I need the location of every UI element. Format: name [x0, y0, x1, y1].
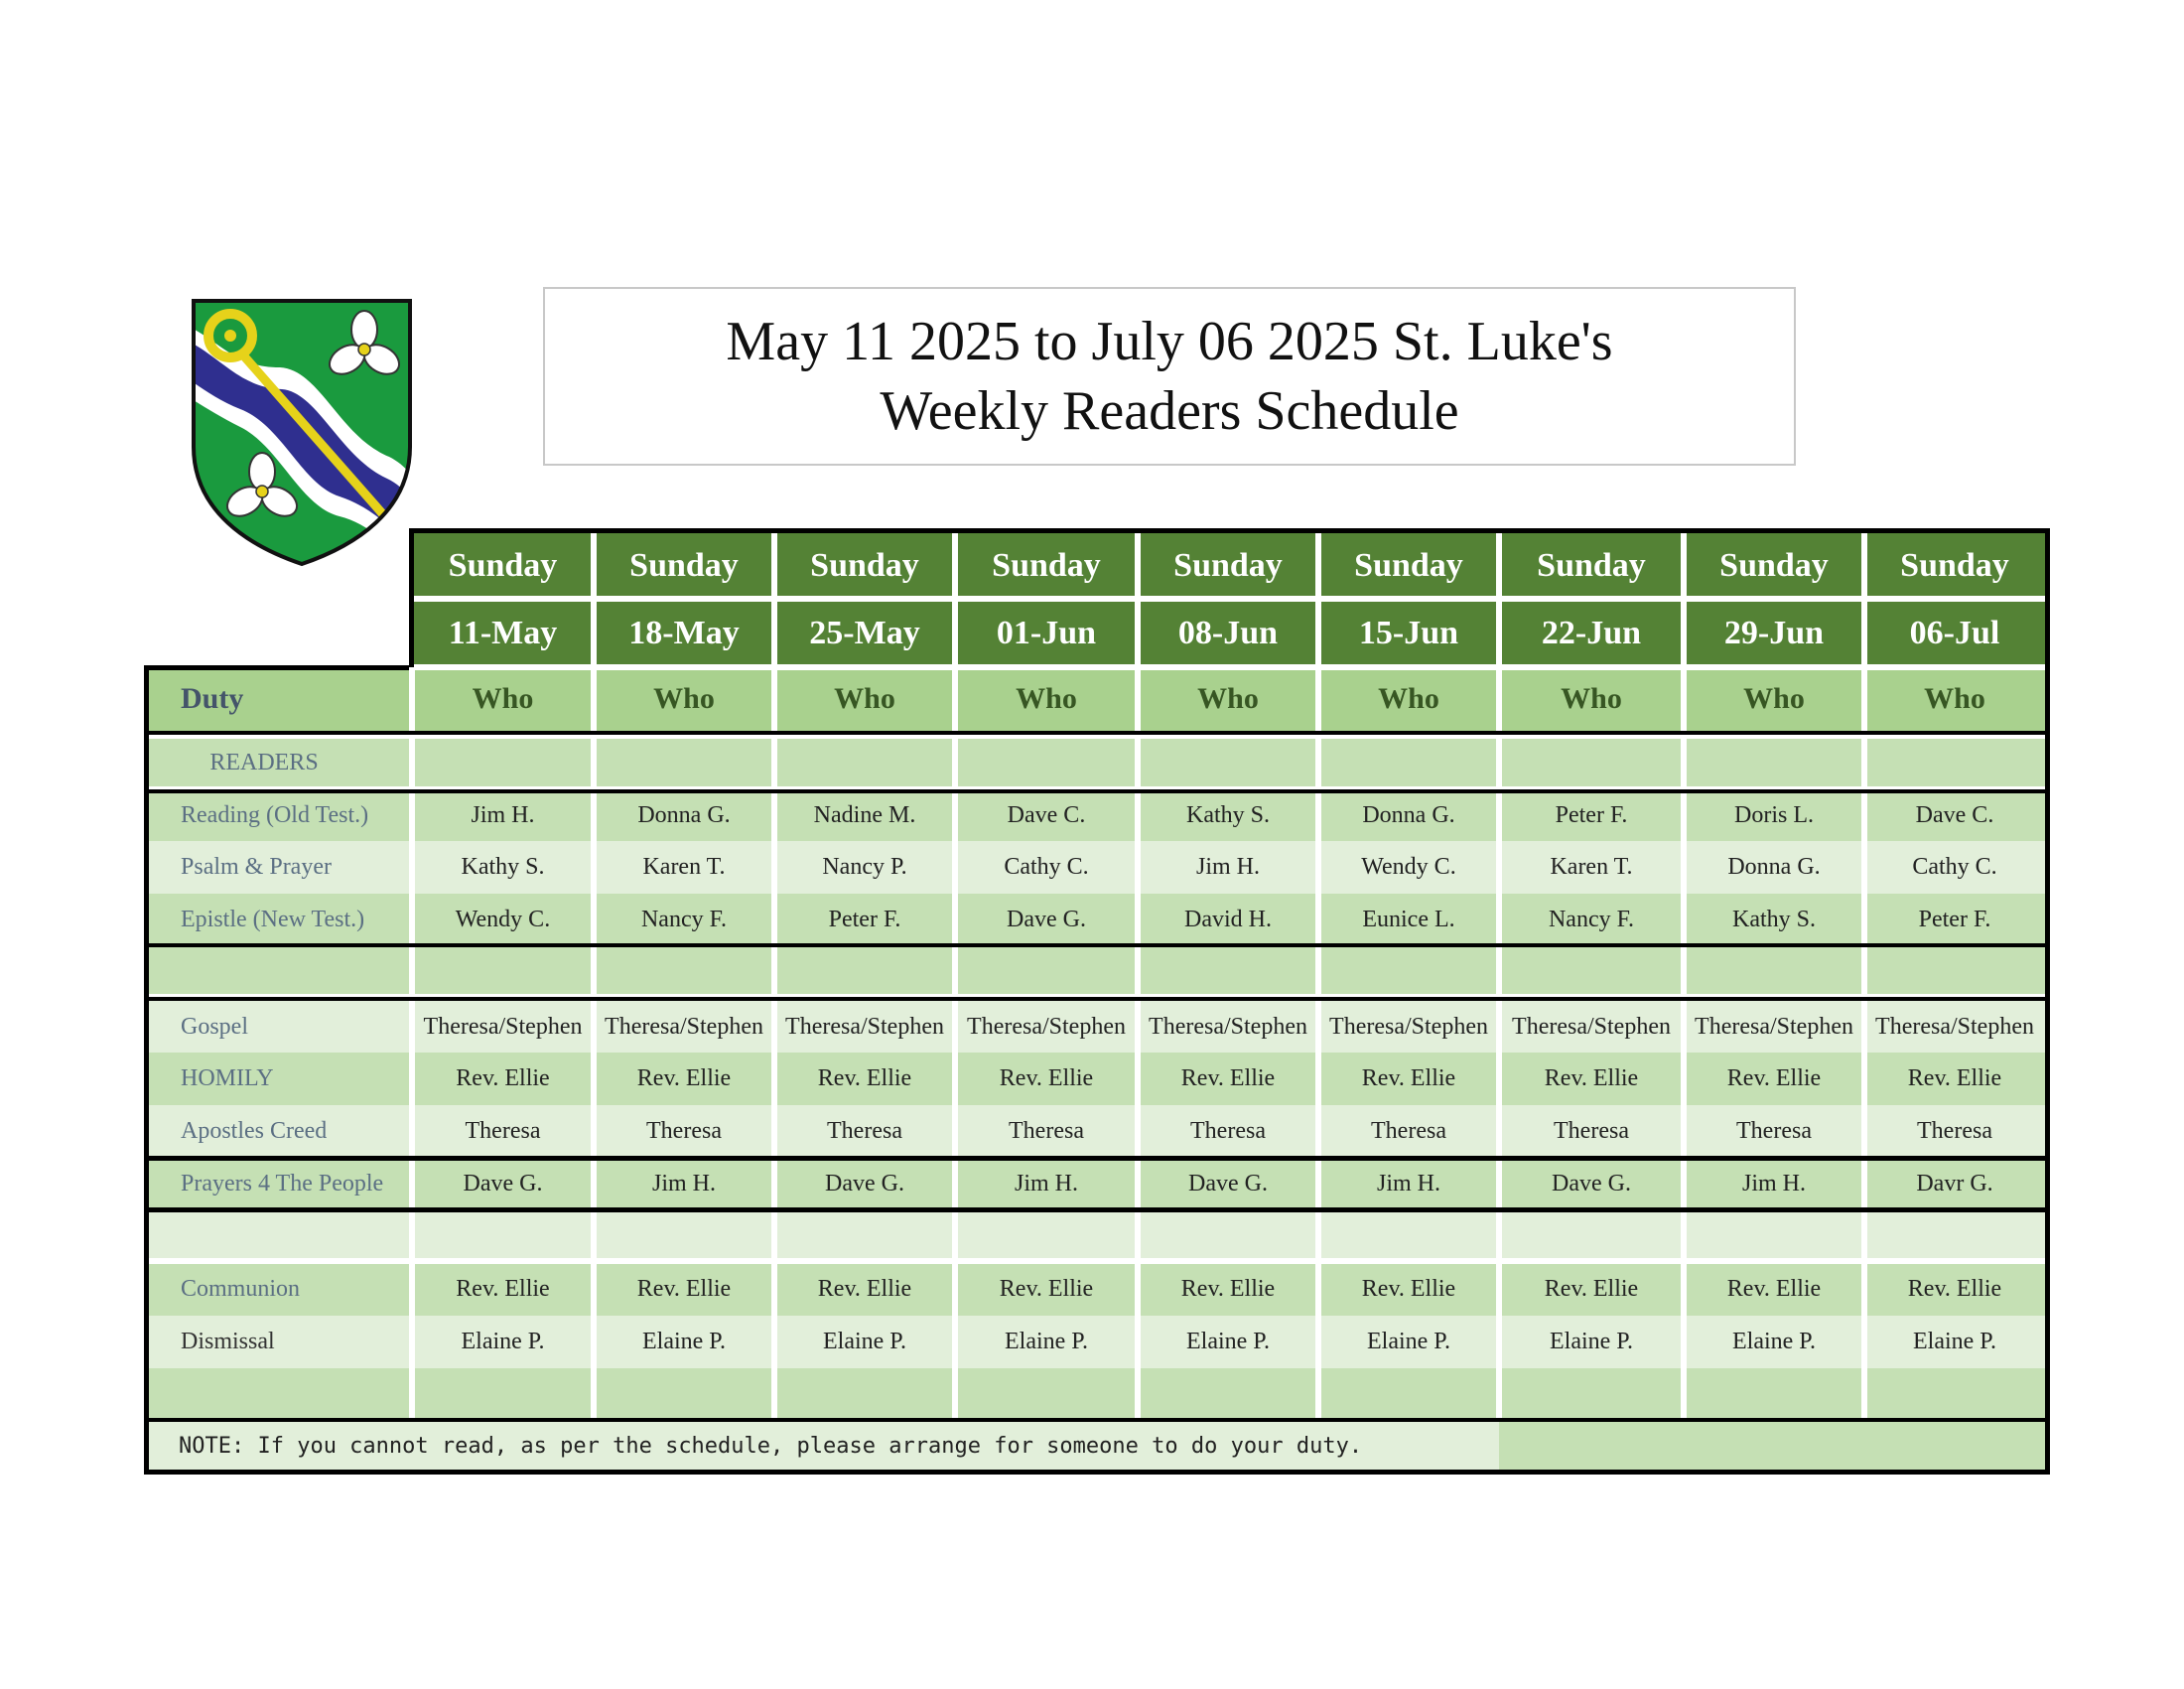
spacer-cell — [1138, 1211, 1318, 1263]
who-header: Who — [412, 667, 594, 731]
schedule-cell: Cathy C. — [955, 841, 1138, 894]
table-border — [144, 665, 149, 1472]
spacer-cell — [955, 946, 1138, 998]
date-header: 29-Jun — [1684, 599, 1864, 667]
schedule-cell: Cathy C. — [1864, 841, 2045, 894]
spacer-cell — [412, 1211, 594, 1263]
schedule-cell: Rev. Ellie — [1684, 1053, 1864, 1105]
date-header: 06-Jul — [1864, 599, 2045, 667]
schedule-cell: Elaine P. — [1499, 1316, 1684, 1368]
schedule-cell: Rev. Ellie — [1318, 1263, 1499, 1316]
schedule-cell: Theresa/Stephen — [774, 1001, 955, 1053]
schedule-cell: Wendy C. — [1318, 841, 1499, 894]
schedule-cell: Karen T. — [1499, 841, 1684, 894]
table-border — [409, 528, 2050, 533]
schedule-cell: Theresa — [1499, 1105, 1684, 1157]
schedule-cell: Dave G. — [955, 894, 1138, 946]
schedule-cell: Rev. Ellie — [1318, 1053, 1499, 1105]
spacer-cell — [1138, 1368, 1318, 1420]
day-header: Sunday — [594, 532, 774, 599]
day-header: Sunday — [412, 532, 594, 599]
schedule-cell: Theresa — [774, 1105, 955, 1157]
spacer-cell — [1684, 1368, 1864, 1420]
table-border — [409, 528, 414, 667]
schedule-cell: Theresa — [594, 1105, 774, 1157]
schedule-cell: Jim H. — [1138, 841, 1318, 894]
spacer-cell — [594, 1368, 774, 1420]
spacer-cell — [955, 739, 1138, 786]
schedule-cell: David H. — [1138, 894, 1318, 946]
spacer-cell — [1684, 946, 1864, 998]
spacer-cell — [1138, 739, 1318, 786]
spacer-cell — [1684, 739, 1864, 786]
schedule-cell: Kathy S. — [1138, 789, 1318, 841]
day-header: Sunday — [955, 532, 1138, 599]
schedule-cell: Theresa/Stephen — [1318, 1001, 1499, 1053]
row-label: Psalm & Prayer — [146, 841, 412, 894]
spacer-cell — [1318, 946, 1499, 998]
schedule-cell: Doris L. — [1684, 789, 1864, 841]
spacer-cell — [412, 1368, 594, 1420]
schedule-cell: Elaine P. — [1864, 1316, 2045, 1368]
date-header: 25-May — [774, 599, 955, 667]
table-border — [144, 665, 409, 670]
schedule-cell: Peter F. — [1864, 894, 2045, 946]
schedule-cell: Nancy F. — [594, 894, 774, 946]
schedule-cell: Dave G. — [774, 1157, 955, 1211]
spacer-cell — [412, 739, 594, 786]
spacer-cell — [1864, 946, 2045, 998]
spacer-cell — [1499, 946, 1684, 998]
schedule-cell: Rev. Ellie — [412, 1263, 594, 1316]
schedule-cell: Peter F. — [774, 894, 955, 946]
schedule-cell: Rev. Ellie — [594, 1263, 774, 1316]
table-border — [144, 1470, 2050, 1475]
note-row-tail — [1499, 1420, 1684, 1472]
row-divider — [146, 664, 2045, 670]
schedule-cell: Elaine P. — [1684, 1316, 1864, 1368]
schedule-cell: Rev. Ellie — [412, 1053, 594, 1105]
schedule-cell: Rev. Ellie — [594, 1053, 774, 1105]
table-border — [144, 1418, 2050, 1422]
spacer-label — [146, 1211, 412, 1263]
spacer-cell — [1499, 739, 1684, 786]
who-header: Who — [594, 667, 774, 731]
who-header: Who — [1684, 667, 1864, 731]
schedule-cell: Donna G. — [1684, 841, 1864, 894]
schedule-cell: Nancy F. — [1499, 894, 1684, 946]
schedule-cell: Jim H. — [594, 1157, 774, 1211]
schedule-cell: Donna G. — [594, 789, 774, 841]
spacer-cell — [1138, 946, 1318, 998]
schedule-cell: Theresa — [1864, 1105, 2045, 1157]
schedule-cell: Davr G. — [1864, 1157, 2045, 1211]
schedule-cell: Theresa/Stephen — [1864, 1001, 2045, 1053]
schedule-cell: Eunice L. — [1318, 894, 1499, 946]
spacer-cell — [774, 1211, 955, 1263]
spacer-cell — [1864, 1368, 2045, 1420]
schedule-cell: Nancy P. — [774, 841, 955, 894]
spacer-cell — [594, 1211, 774, 1263]
schedule-cell: Theresa — [412, 1105, 594, 1157]
schedule-cell: Dave G. — [412, 1157, 594, 1211]
date-header: 18-May — [594, 599, 774, 667]
schedule-cell: Kathy S. — [1684, 894, 1864, 946]
spacer-cell — [774, 739, 955, 786]
schedule-cell: Dave C. — [955, 789, 1138, 841]
schedule-cell: Rev. Ellie — [1864, 1053, 2045, 1105]
day-header: Sunday — [1499, 532, 1684, 599]
schedule-cell: Wendy C. — [412, 894, 594, 946]
date-header: 11-May — [412, 599, 594, 667]
spacer-cell — [1318, 739, 1499, 786]
schedule-cell: Nadine M. — [774, 789, 955, 841]
schedule-cell: Kathy S. — [412, 841, 594, 894]
schedule-cell: Rev. Ellie — [1499, 1263, 1684, 1316]
schedule-cell: Theresa/Stephen — [594, 1001, 774, 1053]
schedule-cell: Theresa — [955, 1105, 1138, 1157]
schedule-cell: Elaine P. — [955, 1316, 1138, 1368]
column-divider — [409, 667, 415, 1420]
day-header: Sunday — [1684, 532, 1864, 599]
spacer-cell — [1499, 1211, 1684, 1263]
schedule-cell: Elaine P. — [1138, 1316, 1318, 1368]
schedule-cell: Elaine P. — [412, 1316, 594, 1368]
spacer-cell — [1684, 1211, 1864, 1263]
schedule-cell: Theresa/Stephen — [1684, 1001, 1864, 1053]
schedule-cell: Rev. Ellie — [955, 1053, 1138, 1105]
date-header: 22-Jun — [1499, 599, 1684, 667]
date-header: 08-Jun — [1138, 599, 1318, 667]
schedule-cell: Theresa — [1138, 1105, 1318, 1157]
schedule-cell: Theresa/Stephen — [1138, 1001, 1318, 1053]
spacer-cell — [955, 1211, 1138, 1263]
schedule-cell: Jim H. — [955, 1157, 1138, 1211]
schedule-cell: Rev. Ellie — [955, 1263, 1138, 1316]
spacer-cell — [955, 1368, 1138, 1420]
row-label: Dismissal — [146, 1316, 412, 1368]
schedule-cell: Dave C. — [1864, 789, 2045, 841]
spacer-cell — [594, 946, 774, 998]
date-header: 15-Jun — [1318, 599, 1499, 667]
schedule-cell: Rev. Ellie — [1684, 1263, 1864, 1316]
who-header: Who — [955, 667, 1138, 731]
table-border — [144, 1156, 2050, 1161]
table-border — [144, 943, 2050, 947]
note-row-tail — [1864, 1420, 2045, 1472]
note-text: NOTE: If you cannot read, as per the schedule, please arrange for someone to do your duty. — [179, 1433, 1363, 1459]
row-label: READERS — [146, 739, 412, 786]
table-border — [144, 731, 2050, 735]
row-label: Prayers 4 The People — [146, 1157, 412, 1211]
spacer-label — [146, 1368, 412, 1420]
schedule-cell: Theresa/Stephen — [1499, 1001, 1684, 1053]
schedule-cell: Peter F. — [1499, 789, 1684, 841]
schedule-cell: Theresa/Stephen — [412, 1001, 594, 1053]
spacer-cell — [412, 946, 594, 998]
schedule-cell: Theresa — [1684, 1105, 1864, 1157]
schedule-cell: Rev. Ellie — [1499, 1053, 1684, 1105]
title-line-1: May 11 2025 to July 06 2025 St. Luke's — [726, 311, 1613, 372]
row-label: Reading (Old Test.) — [146, 789, 412, 841]
row-label: Epistle (New Test.) — [146, 894, 412, 946]
row-divider — [146, 1258, 2045, 1264]
schedule-cell: Jim H. — [1318, 1157, 1499, 1211]
schedule-cell: Rev. Ellie — [1138, 1263, 1318, 1316]
schedule-cell: Rev. Ellie — [774, 1053, 955, 1105]
spacer-cell — [1864, 1211, 2045, 1263]
schedule-cell: Dave G. — [1138, 1157, 1318, 1211]
schedule-cell: Donna G. — [1318, 789, 1499, 841]
duty-header: Duty — [146, 667, 412, 731]
day-header: Sunday — [774, 532, 955, 599]
date-header: 01-Jun — [955, 599, 1138, 667]
title-line-2: Weekly Readers Schedule — [880, 380, 1459, 442]
schedule-cell: Rev. Ellie — [1864, 1263, 2045, 1316]
spacer-label — [146, 946, 412, 998]
spacer-cell — [594, 739, 774, 786]
schedule-cell: Rev. Ellie — [1138, 1053, 1318, 1105]
day-header: Sunday — [1138, 532, 1318, 599]
who-header: Who — [1864, 667, 2045, 731]
table-border — [144, 1207, 2050, 1212]
schedule-cell: Dave G. — [1499, 1157, 1684, 1211]
who-header: Who — [1318, 667, 1499, 731]
schedule-cell: Elaine P. — [1318, 1316, 1499, 1368]
spacer-cell — [1864, 739, 2045, 786]
table-border — [144, 997, 2050, 1001]
who-header: Who — [1499, 667, 1684, 731]
spacer-cell — [774, 946, 955, 998]
spacer-cell — [774, 1368, 955, 1420]
schedule-cell: Jim H. — [1684, 1157, 1864, 1211]
row-label: Communion — [146, 1263, 412, 1316]
schedule-cell: Karen T. — [594, 841, 774, 894]
row-label: Gospel — [146, 1001, 412, 1053]
day-header: Sunday — [1864, 532, 2045, 599]
spacer-cell — [1318, 1211, 1499, 1263]
day-header: Sunday — [1318, 532, 1499, 599]
schedule-cell: Theresa/Stephen — [955, 1001, 1138, 1053]
schedule-cell: Rev. Ellie — [774, 1263, 955, 1316]
schedule-cell: Elaine P. — [594, 1316, 774, 1368]
row-label: Apostles Creed — [146, 1105, 412, 1157]
row-label: HOMILY — [146, 1053, 412, 1105]
row-divider — [146, 596, 2045, 602]
who-header: Who — [774, 667, 955, 731]
spacer-cell — [1499, 1368, 1684, 1420]
spacer-cell — [1318, 1368, 1499, 1420]
schedule-cell: Elaine P. — [774, 1316, 955, 1368]
note-row-tail — [1684, 1420, 1864, 1472]
schedule-cell: Jim H. — [412, 789, 594, 841]
schedule-cell: Theresa — [1318, 1105, 1499, 1157]
who-header: Who — [1138, 667, 1318, 731]
table-border — [144, 789, 2050, 793]
